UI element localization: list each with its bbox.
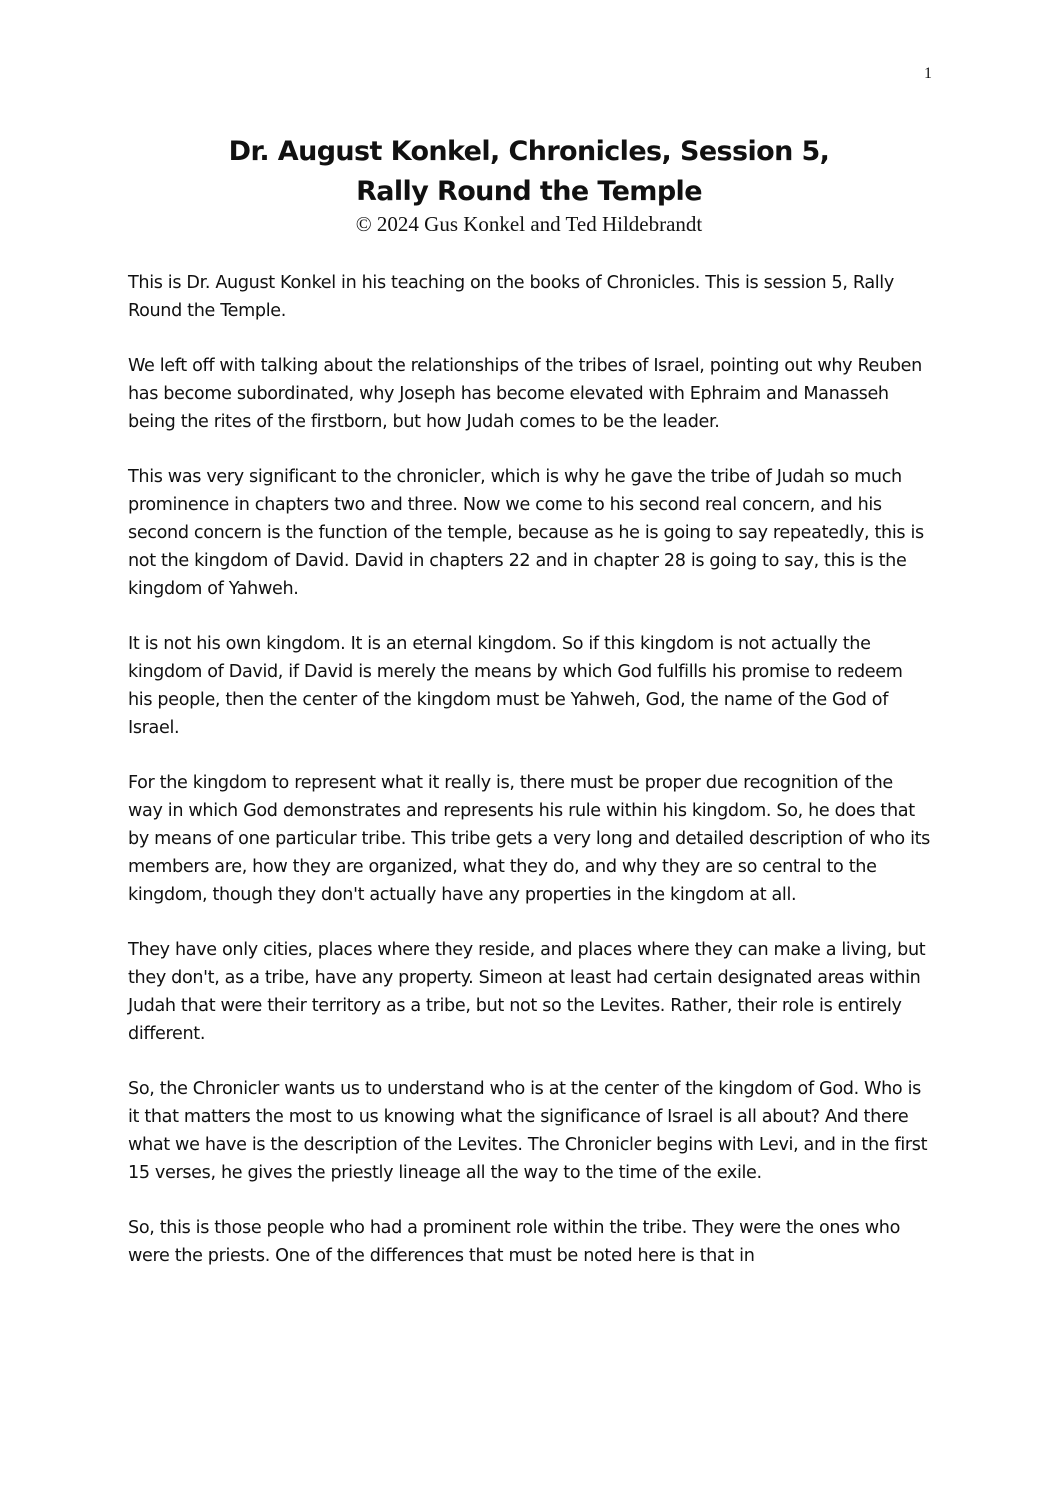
paragraph-7: So, the Chronicler wants us to understand who is at the center of the kingdom of God. Who is it that matters the most to us knowing what the significance of Israel is all about? And there what we have is the description of the Levites. The Chronicler begins with Levi, and in the first 15 verses, he gives the priestly lineage all the way to the time of the exile. xyxy=(128,1079,928,1183)
paragraph-4: It is not his own kingdom. It is an eternal kingdom. So if this kingdom is not actually the kingdom of David, if David is merely the means by which God fulfills his promise to redeem his people, then the center of the kingdom must be Yahweh, God, the name of the God of Israel. xyxy=(128,634,903,738)
title-block xyxy=(128,132,930,236)
paragraph-6: They have only cities, places where they reside, and places where they can make a living, but they don't, as a tribe, have any property. Simeon at least had certain designated areas within Judah that were their territory as a tribe, but not so the Levites. Rather, their role is entirely different. xyxy=(128,940,926,1044)
paragraph-3: This was very significant to the chronicler, which is why he gave the tribe of Judah so much prominence in chapters two and three. Now we come to his second real concern, and his second concern is the function of the temple, because as he is going to say repeatedly, this is not the kingdom of David. David in chapters 22 and in chapter 28 is going to say, this is the kingdom of Yahweh. xyxy=(128,467,924,599)
page-number: 1 xyxy=(924,65,932,82)
body-text xyxy=(128,269,930,1297)
paragraph-2: We left off with talking about the relationships of the tribes of Israel, pointing out why Reuben has become subordinated, why Joseph has become elevated with Ephraim and Manasseh being the rites of the firstborn, but how Judah comes to be the leader. xyxy=(128,356,922,432)
paragraph-5: For the kingdom to represent what it really is, there must be proper due recognition of the way in which God demonstrates and represents his rule within his kingdom. So, he does that by means of one particular tribe. This tribe gets a very long and detailed description of who its members are, how they are organized, what they do, and why they are so central to the kingdom, though they don't actually have any properties in the kingdom at all. xyxy=(128,773,930,905)
paragraph-1: This is Dr. August Konkel in his teaching on the books of Chronicles. This is session 5, Rally Round the Temple. xyxy=(128,273,894,321)
paragraph-8: So, this is those people who had a prominent role within the tribe. They were the ones who were the priests. One of the differences that must be noted here is that in xyxy=(128,1218,900,1266)
document-title-line-1: Dr. August Konkel, Chronicles, Session 5, xyxy=(228,136,830,167)
document-title-line-2: Rally Round the Temple xyxy=(356,176,702,207)
copyright-notice: © 2024 Gus Konkel and Ted Hildebrandt xyxy=(355,212,703,236)
